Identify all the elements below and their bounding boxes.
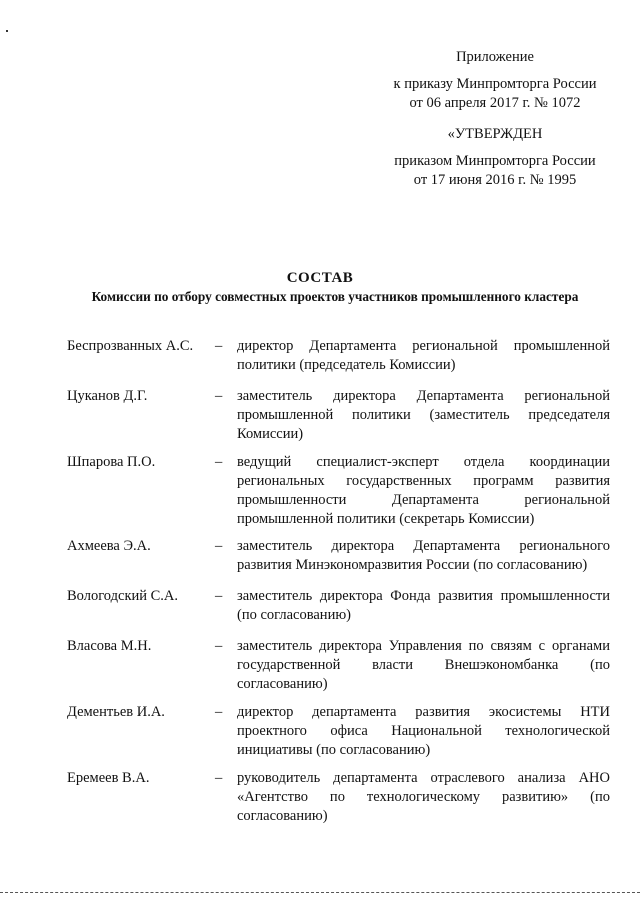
member-role: заместитель директора Департамента региональной промышленной политики (заместитель председателя Комиссии) <box>237 388 610 442</box>
member-role: заместитель директора Фонда развития промышленности (по согласованию) <box>237 588 610 623</box>
member-role: ведущий специалист-эксперт отдела координации региональных государственных программ развития промышленности Департамента региональной промышленной политики (секретарь Комиссии) <box>237 454 610 527</box>
member-name: Вологодский С.А. <box>67 588 179 604</box>
member-dash: – <box>215 770 223 786</box>
member-role: директор Департамента региональной промышленной политики (председатель Комиссии) <box>237 338 610 373</box>
member-dash: – <box>215 538 223 554</box>
member-dash: – <box>215 588 223 604</box>
approved-block <box>380 125 610 144</box>
appendix-label: Приложение <box>456 49 534 65</box>
member-name: Шпарова П.О. <box>67 454 156 470</box>
member-name: Цуканов Д.Г. <box>67 388 148 404</box>
member-role: заместитель директора Управления по связям с органами государственной власти Внешэкономбанка (по согласованию) <box>237 638 610 692</box>
member-name: Власова М.Н. <box>67 638 152 654</box>
scan-speck <box>6 30 8 32</box>
member-name: Еремеев В.А. <box>67 770 150 786</box>
member-role: руководитель департамента отраслевого анализа АНО «Агентство по технологическому развитию» (по согласованию) <box>237 770 610 824</box>
approved-label: «УТВЕРЖДЕН <box>447 126 543 142</box>
member-dash: – <box>215 704 223 720</box>
member-role: заместитель директора Департамента регионального развития Минэкономразвития России (по согласованию) <box>237 538 610 573</box>
scan-bottom-edge <box>0 892 640 894</box>
member-dash: – <box>215 454 223 470</box>
approved-by-line2: от 17 июня 2016 г. № 1995 <box>413 172 577 188</box>
approved-by-reference <box>380 152 610 190</box>
order-reference-line2: от 06 апреля 2017 г. № 1072 <box>409 95 581 111</box>
approved-by-line1: приказом Минпромторга России <box>394 153 596 169</box>
member-dash: – <box>215 638 223 654</box>
member-dash: – <box>215 388 223 404</box>
order-reference-line1: к приказу Минпромторга России <box>393 76 597 92</box>
member-name: Беспрозванных А.С. <box>67 338 194 354</box>
member-name: Дементьев И.А. <box>67 704 165 720</box>
document-title: СОСТАВ <box>286 270 354 286</box>
member-dash: – <box>215 338 223 354</box>
member-role: директор департамента развития экосистемы НТИ проектного офиса Национальной технологической инициативы (по согласованию) <box>237 704 610 758</box>
order-reference <box>380 75 610 113</box>
member-name: Ахмеева Э.А. <box>67 538 151 554</box>
document-subtitle: Комиссии по отбору совместных проектов участников промышленного кластера <box>91 289 579 304</box>
appendix-block <box>380 48 610 67</box>
